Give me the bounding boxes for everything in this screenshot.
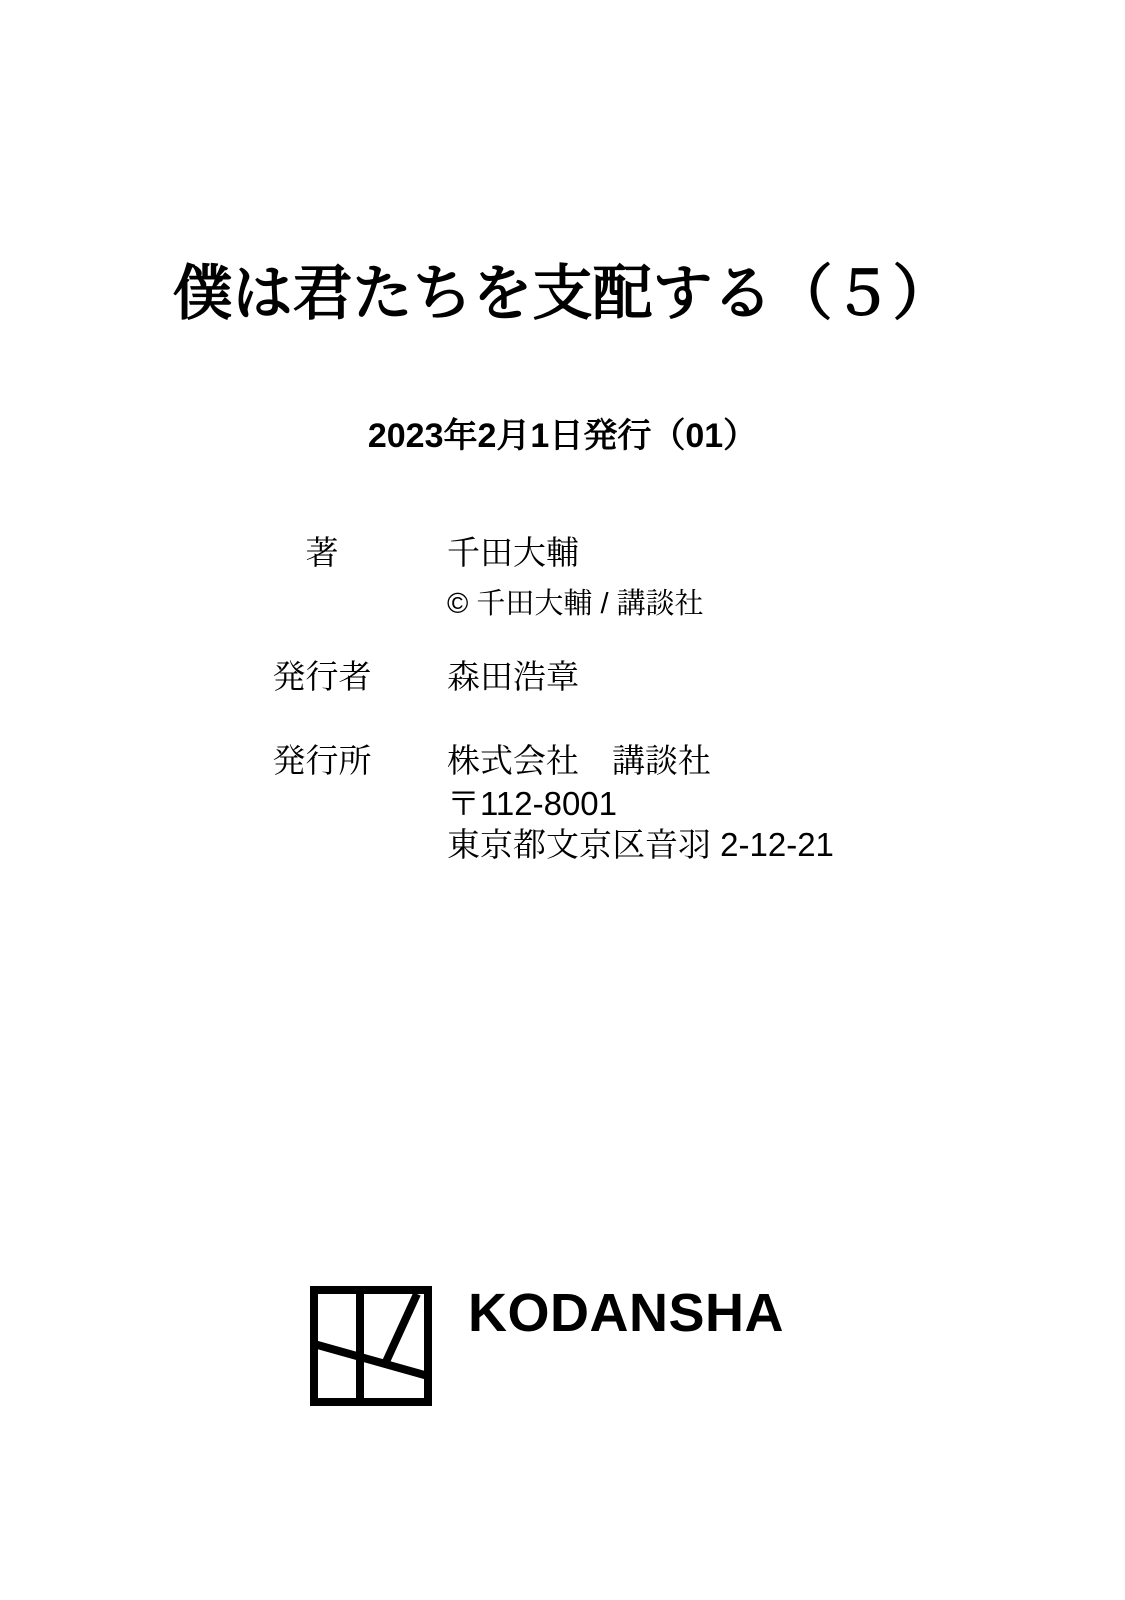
book-title: 僕は君たちを支配する（５） (172, 260, 953, 327)
address-line: 東京都文京区音羽 2-12-21 (447, 826, 834, 863)
kodansha-wordmark: KODANSHA (468, 1283, 785, 1343)
publishing-house-label: 発行所 (272, 742, 372, 779)
copyright-line: © 千田大輔 / 講談社 (447, 588, 704, 620)
publishing-company-name: 株式会社 講談社 (447, 742, 711, 779)
issue-date-line: 2023年2月1日発行（01） (367, 417, 758, 455)
publisher-name: 森田浩章 (447, 658, 579, 695)
author-name: 千田大輔 (447, 534, 579, 571)
publisher-label: 発行者 (272, 658, 372, 695)
kodansha-mark-icon (310, 1250, 432, 1370)
author-label: 著 (305, 534, 339, 571)
postal-code: 〒112-8001 (447, 785, 618, 822)
